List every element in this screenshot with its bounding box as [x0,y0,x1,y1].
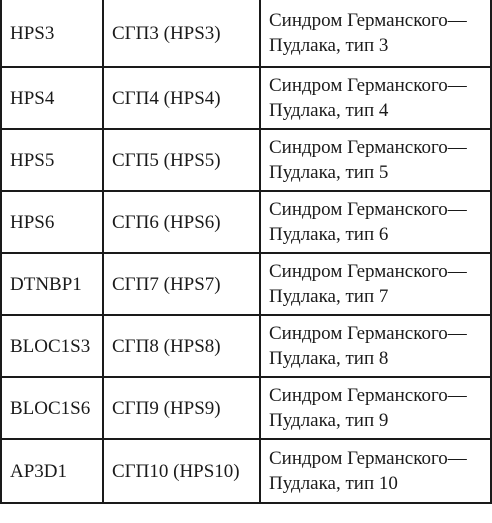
code-cell: СГП10 (HPS10) [103,439,260,503]
description-line-1: Синдром Германского— [269,261,467,282]
gene-cell: DTNBP1 [1,253,103,315]
code-cell: СГП9 (HPS9) [103,377,260,439]
description-line-1: Синдром Германского— [269,323,467,344]
table-row [1,253,491,315]
gene-cell: HPS3 [1,0,103,67]
code-cell: СГП3 (HPS3) [103,0,260,67]
table-row [1,67,491,129]
description-cell [260,129,491,191]
gene-cell: AP3D1 [1,439,103,503]
description-line-2: Пудлака, тип 7 [269,286,389,307]
gene-cell: BLOC1S3 [1,315,103,377]
description-line-2: Пудлака, тип 10 [269,473,398,494]
gene-table-body [1,0,491,503]
gene-cell: HPS4 [1,67,103,129]
code-cell: СГП7 (HPS7) [103,253,260,315]
description-cell [260,0,491,67]
description-line-2: Пудлака, тип 5 [269,162,389,183]
table-row [1,129,491,191]
description-line-1: Синдром Германского— [269,385,467,406]
table-row [1,191,491,253]
description-line-2: Пудлака, тип 6 [269,224,389,245]
description-cell [260,439,491,503]
description-line-2: Пудлака, тип 3 [269,35,389,56]
description-cell [260,315,491,377]
code-cell: СГП5 (HPS5) [103,129,260,191]
code-cell: СГП4 (HPS4) [103,67,260,129]
gene-cell: HPS5 [1,129,103,191]
description-cell [260,377,491,439]
table-row [1,439,491,503]
gene-cell: BLOC1S6 [1,377,103,439]
description-line-1: Синдром Германского— [269,75,467,96]
description-line-2: Пудлака, тип 4 [269,100,389,121]
description-line-1: Синдром Германского— [269,448,467,469]
description-line-1: Синдром Германского— [269,10,467,31]
table-row [1,0,491,67]
description-line-1: Синдром Германского— [269,137,467,158]
description-line-2: Пудлака, тип 9 [269,410,389,431]
description-cell [260,191,491,253]
code-cell: СГП6 (HPS6) [103,191,260,253]
description-cell [260,67,491,129]
table-row [1,315,491,377]
code-cell: СГП8 (HPS8) [103,315,260,377]
description-cell [260,253,491,315]
table-row [1,377,491,439]
description-line-1: Синдром Германского— [269,199,467,220]
gene-cell: HPS6 [1,191,103,253]
description-line-2: Пудлака, тип 8 [269,348,389,369]
